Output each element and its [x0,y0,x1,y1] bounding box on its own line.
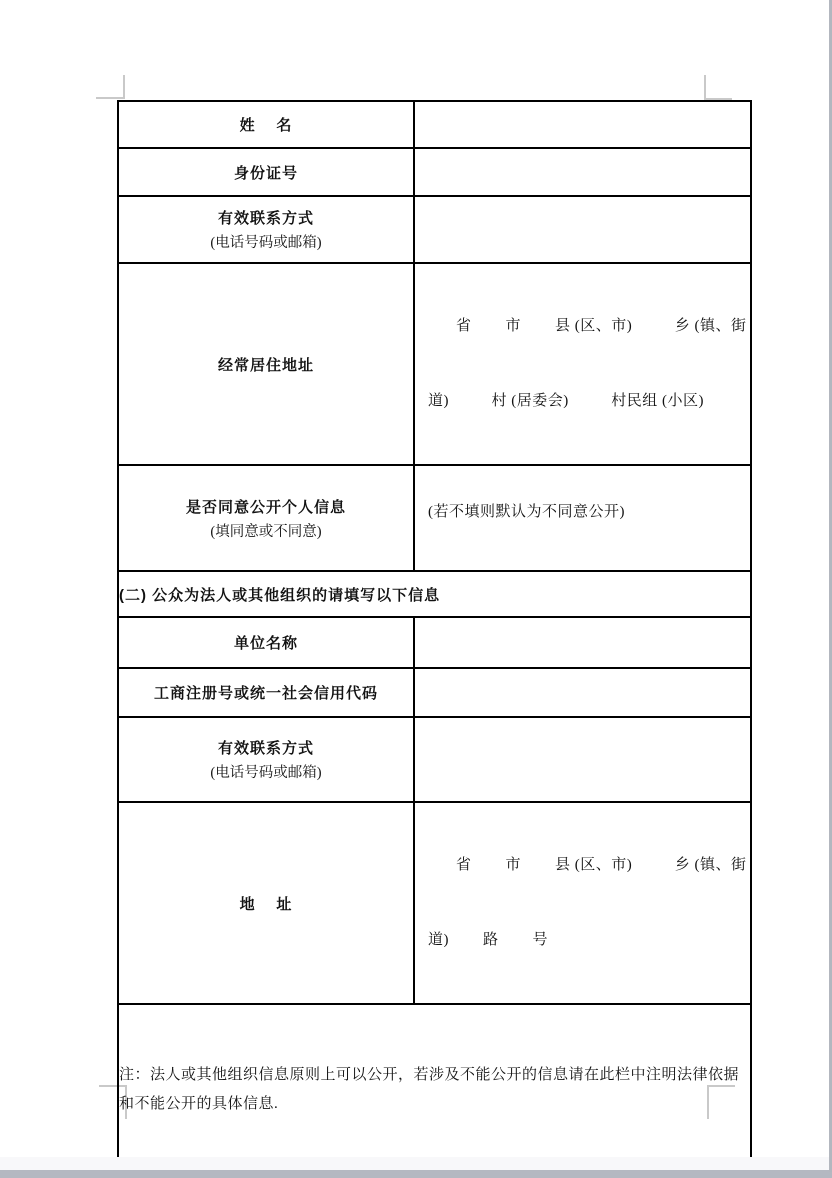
section-header-organizations: (二) 公众为法人或其他组织的请填写以下信息 [118,571,751,617]
table-row-org-name [118,617,751,668]
field-value-org-contact[interactable] [414,717,751,802]
field-value-residence-address[interactable] [414,263,751,465]
table-row-registration-code [118,668,751,717]
field-label-org-address: 地 址 [118,802,414,1004]
table-row-consent [118,465,751,571]
field-label-consent [118,465,414,571]
table-row-id-number [118,148,751,196]
field-label-residence-address: 经常居住地址 [118,263,414,465]
legal-disclosure-note[interactable]: 注：法人或其他组织信息原则上可以公开，若涉及不能公开的信息请在此栏中注明法律依据和不能公开的具体信息. [118,1004,751,1176]
field-label-org-contact-sub: (电话号码或邮箱) [210,765,322,781]
disclosure-form-table [117,100,752,1177]
field-value-org-name[interactable] [414,617,751,668]
window-bottom-edge-bar [0,1170,832,1178]
field-value-name[interactable] [414,101,751,148]
field-label-contact-sub: (电话号码或邮箱) [210,235,322,251]
field-value-contact[interactable] [414,196,751,263]
table-row-residence-address [118,263,751,465]
field-label-name: 姓 名 [118,101,414,148]
field-label-org-name: 单位名称 [118,617,414,668]
table-row-contact [118,196,751,263]
field-label-org-contact-main: 有效联系方式 [217,740,314,757]
residence-address-blanks-line2: 道) 村 (居委会) 村民组 (小区) [428,393,704,409]
field-value-id-number[interactable] [414,148,751,196]
field-label-consent-main: 是否同意公开个人信息 [185,498,346,516]
table-row-org-contact [118,717,751,802]
margin-crop-mark-top-left [96,75,125,99]
field-value-registration-code[interactable] [414,668,751,717]
residence-address-blanks-line1: 省 市 县 (区、市) 乡 (镇、街 [456,318,747,334]
table-row-note [118,1004,751,1176]
field-label-contact [118,196,414,263]
field-label-org-contact [118,717,414,802]
field-label-registration-code: 工商注册号或统一社会信用代码 [118,668,414,717]
consent-default-hint: (若不填则默认为不同意公开) [428,504,625,520]
field-value-org-address[interactable] [414,802,751,1004]
field-label-contact-main: 有效联系方式 [217,210,314,227]
field-label-consent-sub: (填同意或不同意) [210,523,322,540]
org-address-blanks-line2: 道) 路 号 [428,932,548,948]
table-row-section-header [118,571,751,617]
field-value-consent[interactable] [414,465,751,571]
table-row-org-address [118,802,751,1004]
field-label-id-number: 身份证号 [118,148,414,196]
org-address-blanks-line1: 省 市 县 (区、市) 乡 (镇、街 [456,857,747,873]
table-row-name [118,101,751,148]
margin-crop-mark-top-right [704,75,732,100]
